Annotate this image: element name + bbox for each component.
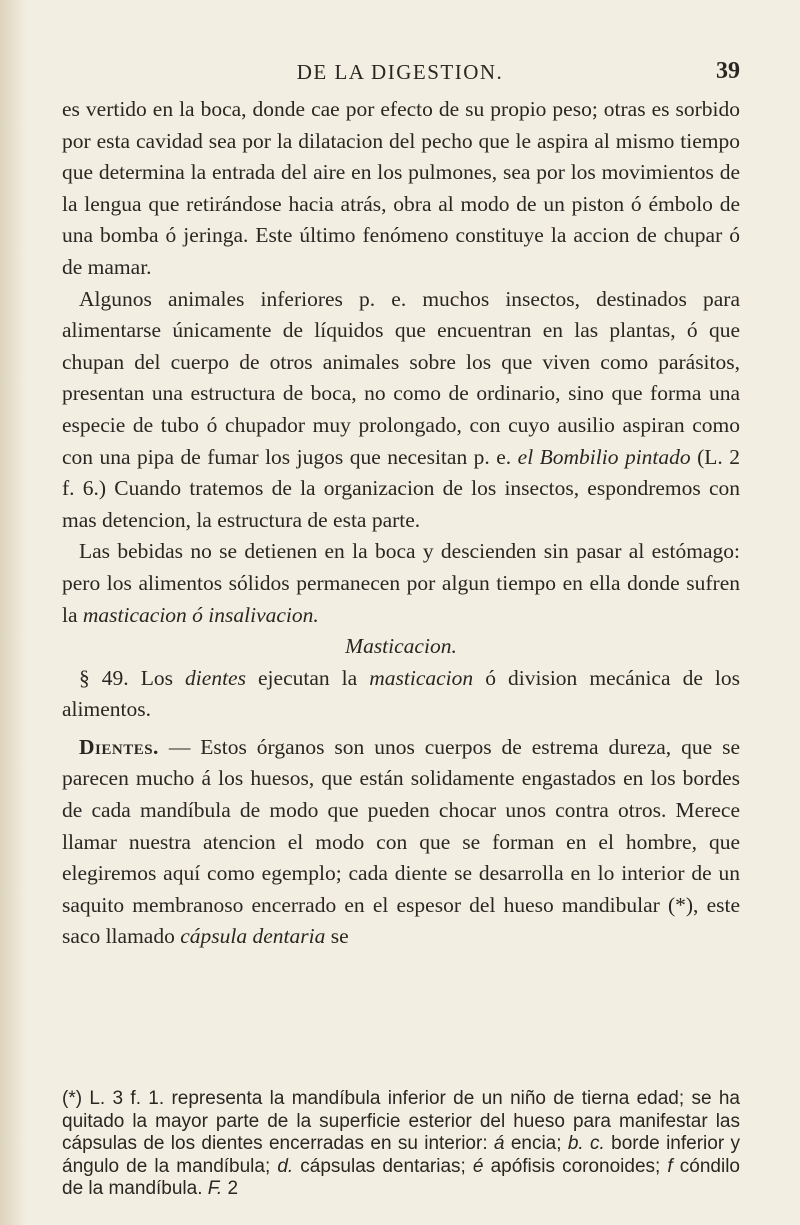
footnote-italic-f: F. (207, 1178, 223, 1199)
paragraph-2-text-b: (L. 2 f. 6.) Cuando tratemos de la organizacion de los insectos, espondremos con mas detencion, la estructura de esta parte. (62, 444, 740, 532)
page-number: 39 (716, 58, 740, 84)
footnote-italic-c: d. (277, 1155, 294, 1177)
footnote-italic-e: f (667, 1155, 673, 1177)
paragraph-4-italic-2: masticacion (369, 665, 474, 690)
paragraph-4-text-b: ejecutan la (245, 665, 370, 690)
paragraph-5-label: Dientes. (79, 734, 159, 759)
footnote-text (62, 1088, 740, 1201)
footnote-italic-d: é (472, 1155, 484, 1177)
paragraph-4-italic-1: dientes (185, 665, 246, 690)
paragraph-2 (62, 284, 740, 537)
footnote-part-g: 2 (222, 1178, 239, 1199)
paragraph-5-text-a: — Estos órganos son unos cuerpos de estrema dureza, que se parecen mucho á los huesos, que están solidamente engastados en los bordes de cada mandíbula de modo que pueden chocar unos contra otros. Merece llamar nuestra atencion el modo con que se forman en el hombre, que elegiremos aquí como egemplo; cada diente se desarrolla en lo interior de un saquito membranoso encerrado en el espesor del hueso mandibular (*), este saco llamado (62, 734, 740, 949)
footnote-part-c: borde inferior y ángulo de la mandíbula; (62, 1133, 740, 1177)
paragraph-3-text: Las bebidas no se detienen en la boca y descienden sin pasar al estómago: pero los alimentos sólidos permanecen por algun tiempo en ella donde sufren la (62, 539, 740, 627)
paragraph-4 (62, 663, 740, 726)
paragraph-2-text-a: Algunos animales inferiores p. e. muchos insectos, destinados para alimentarse únicamente de líquidos que encuentran en las plantas, ó que chupan del cuerpo de otros animales sobre los que viven como parásitos, presentan una estructura de boca, no como de ordinario, sino que forma una especie de tubo ó chupador muy prolongado, con cuyo ausilio aspiran como con una pipa de fumar los jugos que necesitan p. e. (62, 286, 740, 469)
paragraph-5 (62, 732, 740, 953)
paragraph-4-text-c: ó division mecánica de los alimentos. (62, 665, 740, 722)
footnote-italic-b: b. c. (567, 1133, 605, 1154)
footnote (62, 1088, 740, 1201)
footnote-part-d: cápsulas dentarias; (293, 1155, 473, 1177)
running-head (60, 58, 740, 90)
paragraph-5-italic: cápsula dentaria (180, 924, 326, 949)
footnote-part-f: cóndilo de la mandíbula. (62, 1155, 740, 1199)
paragraph-2-italic: el Bombilio pintado (517, 444, 691, 469)
paragraph-3 (62, 536, 740, 631)
section-heading: Masticacion. (345, 634, 457, 659)
footnote-part-e: apófisis coronoides; (483, 1155, 668, 1177)
footnote-part-a: (*) L. 3 f. 1. representa la mandíbula inferior de un niño de tierna edad; se ha quitado la mayor parte de la superficie esterior del hueso para manifestar las cápsulas de los dientes encerradas en su interior: (62, 1088, 740, 1154)
paragraph-3-italic: masticacion ó insalivacion. (82, 602, 319, 627)
paragraph-5-text-b: se (325, 924, 349, 949)
footnote-part-b: encia; (504, 1133, 568, 1154)
running-title: DE LA DIGESTION. (296, 60, 504, 84)
paragraph-4-text-a: § 49. Los (79, 665, 186, 690)
paragraph-1: es vertido en la boca, donde cae por efecto de su propio peso; otras es sorbido por esta cavidad sea por la dilatacion del pecho que le aspira al mismo tiempo que determina la entrada del aire en los pulmones, sea por los movimientos de la lengua que retirándose hacia atrás, obra al modo de un piston ó émbolo de una bomba ó jeringa. Este último fenómeno constituye la accion de chupar ó de mamar. (62, 97, 740, 279)
footnote-italic-a: á (493, 1133, 505, 1154)
body-text (62, 94, 740, 953)
